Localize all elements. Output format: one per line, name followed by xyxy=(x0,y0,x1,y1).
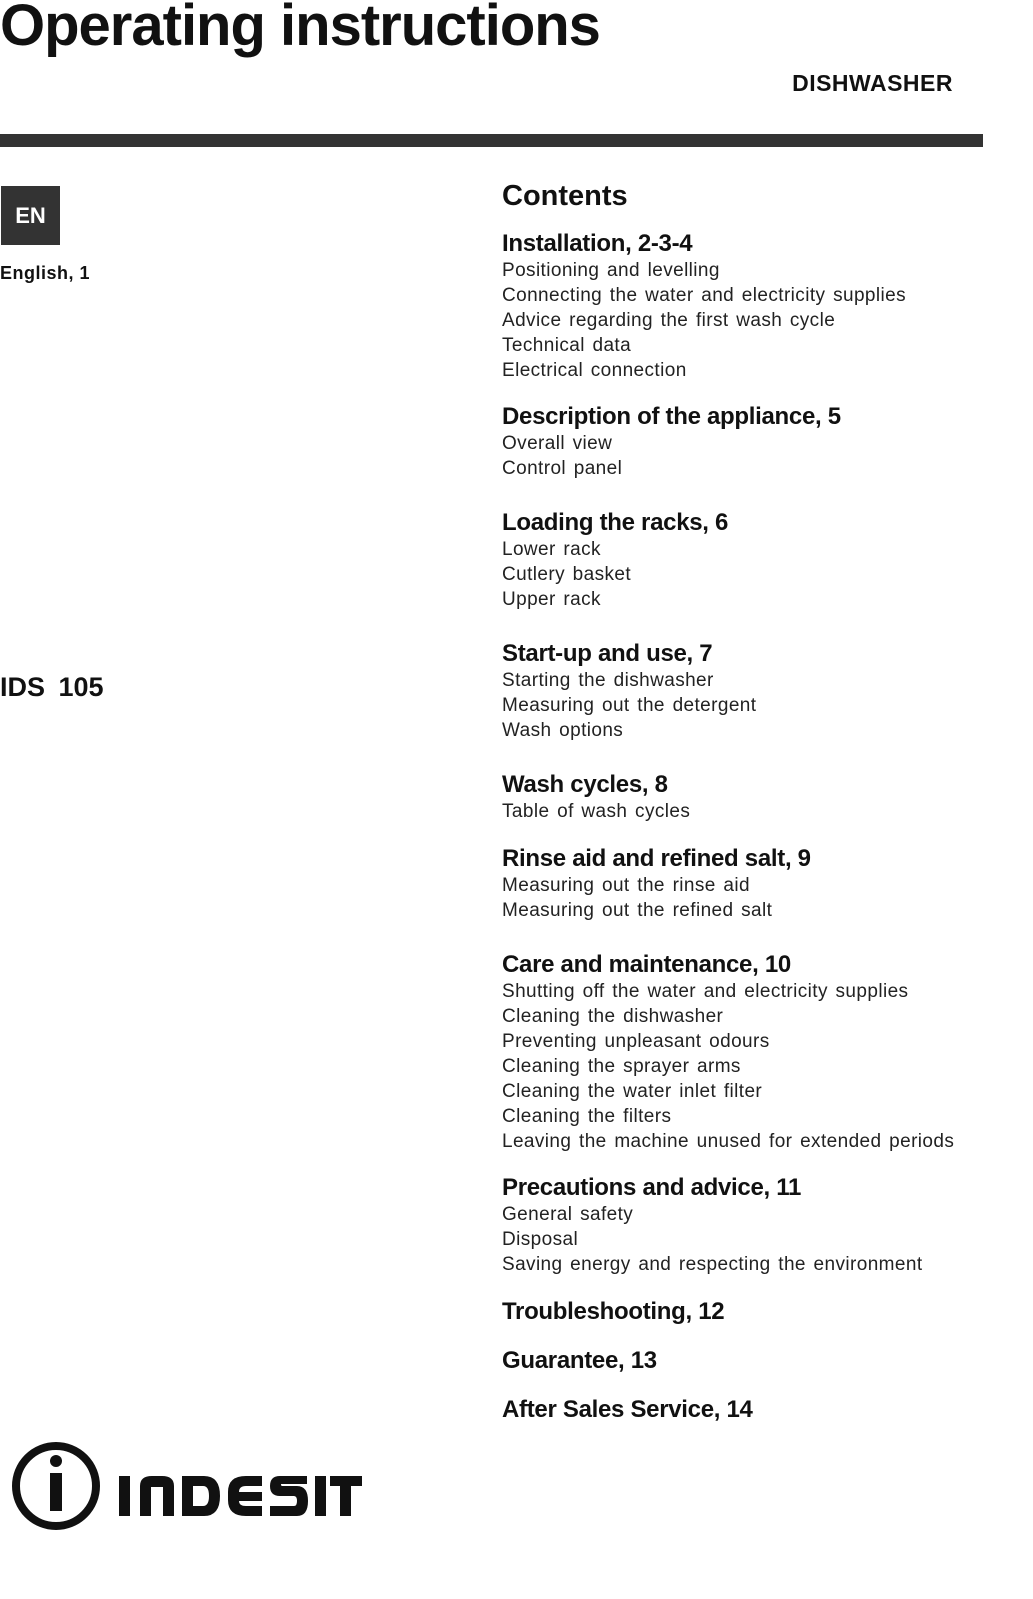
section-item: Cleaning the sprayer arms xyxy=(502,1056,741,1077)
contents-sections xyxy=(502,230,1002,1424)
section-title: Wash cycles, 8 xyxy=(502,771,668,798)
section-item: Positioning and levelling xyxy=(502,260,720,281)
indesit-logo xyxy=(10,1440,365,1535)
section-item: Overall view xyxy=(502,433,613,454)
contents-section xyxy=(502,1298,1002,1326)
section-title: Guarantee, 13 xyxy=(502,1347,657,1374)
document-title: Operating instructions xyxy=(0,0,600,58)
section-item: Cleaning the dishwasher xyxy=(502,1006,724,1027)
language-page-reference: English, 1 xyxy=(0,263,91,283)
contents-heading: Contents xyxy=(502,180,628,212)
section-item: Connecting the water and electricity supplies xyxy=(502,285,906,306)
section-title: Installation, 2-3-4 xyxy=(502,230,693,257)
contents-section xyxy=(502,509,1002,612)
section-title: Loading the racks, 6 xyxy=(502,509,729,536)
contents-section xyxy=(502,403,1002,481)
section-title: Start-up and use, 7 xyxy=(502,640,713,667)
section-item: Saving energy and respecting the environment xyxy=(502,1254,923,1275)
contents-section xyxy=(502,640,1002,743)
contents-section xyxy=(502,1396,1002,1424)
document-subtitle: DISHWASHER xyxy=(792,70,953,96)
section-item: Measuring out the rinse aid xyxy=(502,875,750,896)
section-item: Leaving the machine unused for extended periods xyxy=(502,1131,955,1152)
section-item: Measuring out the detergent xyxy=(502,695,757,716)
section-item: Preventing unpleasant odours xyxy=(502,1031,770,1052)
model-number: IDS 105 xyxy=(0,672,104,702)
header-divider xyxy=(0,134,983,147)
section-item: Disposal xyxy=(502,1229,579,1250)
logo-dot-icon xyxy=(50,1455,62,1467)
section-item: Cutlery basket xyxy=(502,564,632,585)
contents-section xyxy=(502,845,1002,923)
contents-section xyxy=(502,1347,1002,1375)
section-item: Cleaning the water inlet filter xyxy=(502,1081,763,1102)
section-title: After Sales Service, 14 xyxy=(502,1396,753,1423)
section-item: Shutting off the water and electricity supplies xyxy=(502,981,909,1002)
logo-stem-icon xyxy=(50,1473,62,1511)
section-title: Rinse aid and refined salt, 9 xyxy=(502,845,811,872)
language-badge: EN xyxy=(1,186,60,245)
contents-section xyxy=(502,771,1002,824)
section-item: Lower rack xyxy=(502,539,601,560)
section-title: Description of the appliance, 5 xyxy=(502,403,841,430)
section-item: Table of wash cycles xyxy=(502,801,691,822)
contents-section xyxy=(502,1174,1002,1277)
section-item: Control panel xyxy=(502,458,623,479)
contents-section xyxy=(502,951,1002,1154)
section-item: Advice regarding the first wash cycle xyxy=(502,310,836,331)
section-item: Measuring out the refined salt xyxy=(502,900,773,921)
section-item: General safety xyxy=(502,1204,634,1225)
section-item: Cleaning the filters xyxy=(502,1106,672,1127)
section-item: Technical data xyxy=(502,335,632,356)
section-item: Wash options xyxy=(502,720,624,741)
table-of-contents xyxy=(502,178,1002,1424)
section-title: Precautions and advice, 11 xyxy=(502,1174,802,1201)
section-item: Starting the dishwasher xyxy=(502,670,714,691)
section-item: Electrical connection xyxy=(502,360,687,381)
section-item: Upper rack xyxy=(502,589,601,610)
contents-section xyxy=(502,230,1002,383)
section-title: Care and maintenance, 10 xyxy=(502,951,791,978)
section-title: Troubleshooting, 12 xyxy=(502,1298,725,1325)
